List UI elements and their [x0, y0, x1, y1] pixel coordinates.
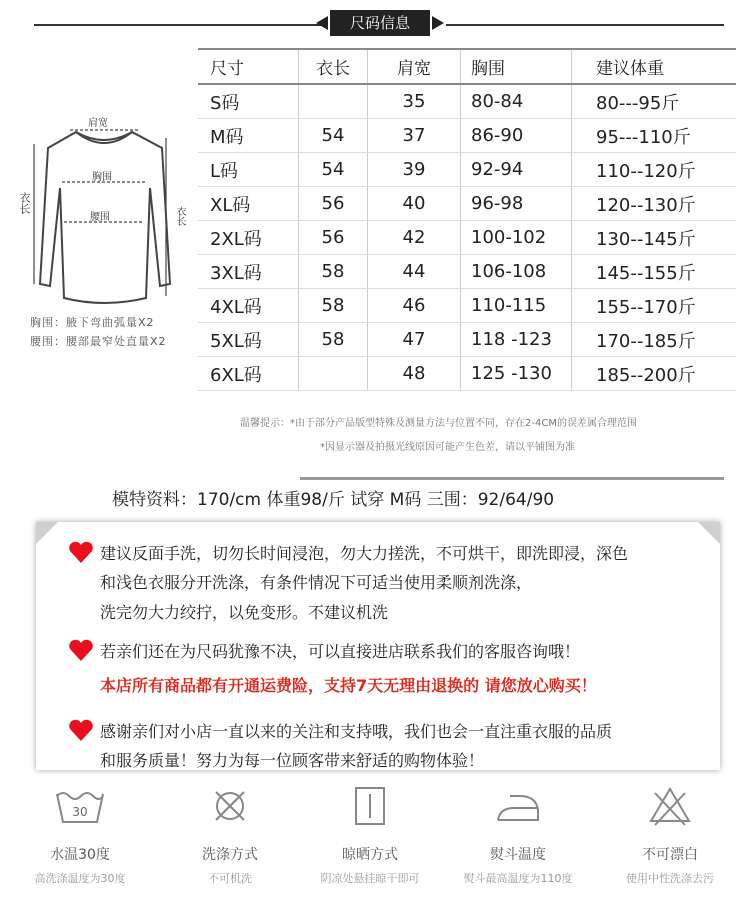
measure-note-chest: 胸围：腋下弯曲弧量X2 [30, 316, 155, 329]
care-sub: 使用中性洗涤去污 [626, 872, 714, 885]
table-cell [299, 357, 368, 391]
header-arrow-left [316, 16, 328, 30]
table-cell: 96-98 [461, 187, 572, 221]
table-cell: 170--185斤 [572, 323, 737, 357]
hang-dry-icon [350, 784, 390, 828]
care-title: 洗涤方式 [202, 847, 258, 863]
divider [300, 477, 724, 480]
table-cell: 46 [368, 289, 461, 323]
table-cell: XL码 [198, 187, 299, 221]
table-header-row [198, 49, 736, 84]
label-length-left: 衣长 [18, 192, 31, 214]
iron-icon [492, 786, 544, 826]
table-cell: 80---95斤 [572, 84, 737, 119]
care-sub: 阴凉处悬挂晾干即可 [320, 872, 420, 885]
label-chest: 胸围 [92, 172, 112, 183]
table-cell: 39 [368, 153, 461, 187]
label-shoulder: 肩宽 [88, 118, 108, 129]
table-cell: 40 [368, 187, 461, 221]
tip-line-2: *因显示器及拍摄光线原因可能产生色差，请以平铺图为准 [320, 442, 575, 453]
column-header: 尺寸 [198, 49, 299, 84]
care-item-bleach [610, 778, 730, 886]
table-cell: S码 [198, 84, 299, 119]
table-cell [299, 84, 368, 119]
table-cell: M码 [198, 119, 299, 153]
table-cell: 58 [299, 323, 368, 357]
table-cell: 110--120斤 [572, 153, 737, 187]
svg-text:30: 30 [72, 805, 88, 819]
size-table [198, 48, 736, 391]
table-row [198, 153, 736, 187]
tip-line-1: 温馨提示：*由于部分产品版型特殊及测量方法与位置不同，存在2-4CM的误差属合理范围 [240, 418, 637, 429]
table-row [198, 255, 736, 289]
table-cell: 37 [368, 119, 461, 153]
care-item-iron [458, 778, 578, 886]
table-cell: 54 [299, 153, 368, 187]
label-length-right: 衣长 [174, 206, 185, 226]
table-cell: 44 [368, 255, 461, 289]
table-cell: 3XL码 [198, 255, 299, 289]
table-row [198, 221, 736, 255]
table-cell: 120--130斤 [572, 187, 737, 221]
table-cell: 106-108 [461, 255, 572, 289]
policy-note: 本店所有商品都有开通运费险，支持7天无理由退换的 请您放心购买！ [100, 676, 597, 695]
column-header: 建议体重 [572, 49, 737, 84]
table-cell: 47 [368, 323, 461, 357]
table-cell: 35 [368, 84, 461, 119]
measure-note-waist: 腰围：腰部最窄处直量X2 [30, 335, 167, 348]
care-item-dry [310, 778, 430, 886]
wash-note-2: 和浅色衣服分开洗涤，有条件情况下可适当使用柔顺剂洗涤， [100, 573, 533, 592]
table-row [198, 323, 736, 357]
header-line-left [34, 24, 324, 26]
column-header: 胸围 [461, 49, 572, 84]
table-cell: 56 [299, 187, 368, 221]
table-cell: 185--200斤 [572, 357, 737, 391]
table-cell: 4XL码 [198, 289, 299, 323]
care-sub: 熨斗最高温度为110度 [463, 872, 573, 885]
card-corner-left [36, 522, 58, 544]
heart-icon [68, 540, 94, 564]
table-cell: 58 [299, 255, 368, 289]
column-header: 衣长 [299, 49, 368, 84]
table-cell: 86-90 [461, 119, 572, 153]
no-machine-wash-icon [208, 784, 252, 828]
table-row [198, 119, 736, 153]
service-note: 若亲们还在为尺码犹豫不决，可以直接进店联系我们的客服咨询哦！ [100, 642, 581, 661]
care-sub: 高洗涤温度为30度 [34, 872, 126, 885]
care-sub: 不可机洗 [208, 872, 252, 885]
table-row [198, 84, 736, 119]
care-title: 晾晒方式 [342, 847, 398, 863]
table-row [198, 289, 736, 323]
table-cell: 48 [368, 357, 461, 391]
table-cell: 100-102 [461, 221, 572, 255]
card-corner-right [698, 522, 720, 544]
table-row [198, 357, 736, 391]
table-cell: 6XL码 [198, 357, 299, 391]
table-cell: L码 [198, 153, 299, 187]
care-title: 不可漂白 [642, 847, 698, 863]
table-cell: 2XL码 [198, 221, 299, 255]
table-cell: 130--145斤 [572, 221, 737, 255]
table-cell: 118 -123 [461, 323, 572, 357]
table-cell: 95---110斤 [572, 119, 737, 153]
table-cell: 58 [299, 289, 368, 323]
table-cell: 155--170斤 [572, 289, 737, 323]
thanks-note-1: 感谢亲们对小店一直以来的关注和支持哦，我们也会一直注重衣服的品质 [100, 722, 613, 741]
table-cell: 145--155斤 [572, 255, 737, 289]
no-bleach-icon [647, 785, 693, 827]
header-arrow-right [432, 16, 444, 30]
wash-note-3: 洗完勿大力绞拧，以免变形。不建议机洗 [100, 603, 389, 622]
heart-icon [68, 718, 94, 742]
table-cell: 5XL码 [198, 323, 299, 357]
wash-note-1: 建议反面手洗，切勿长时间浸泡，勿大力搓洗，不可烘干，即洗即浸，深色 [100, 544, 629, 563]
care-title: 水温30度 [50, 847, 110, 863]
table-row [198, 187, 736, 221]
model-info: 模特资料：170/cm 体重98/斤 试穿 M码 三围：92/64/90 [112, 490, 555, 510]
table-cell: 42 [368, 221, 461, 255]
table-cell: 80-84 [461, 84, 572, 119]
table-cell: 110-115 [461, 289, 572, 323]
table-cell: 125 -130 [461, 357, 572, 391]
wash-30-icon [53, 786, 107, 826]
label-waist: 腰围 [90, 212, 110, 223]
thanks-note-2: 和服务质量！努力为每一位顾客带来舒适的购物体验！ [100, 751, 485, 770]
care-title: 熨斗温度 [490, 847, 546, 863]
table-cell: 92-94 [461, 153, 572, 187]
care-item-wash-temp [20, 778, 140, 886]
column-header: 肩宽 [368, 49, 461, 84]
section-title: 尺码信息 [330, 10, 430, 36]
header-line-right [446, 24, 724, 26]
care-item-wash-method [170, 778, 290, 886]
table-cell: 56 [299, 221, 368, 255]
table-cell: 54 [299, 119, 368, 153]
garment-diagram [14, 108, 194, 318]
heart-icon [68, 638, 94, 662]
